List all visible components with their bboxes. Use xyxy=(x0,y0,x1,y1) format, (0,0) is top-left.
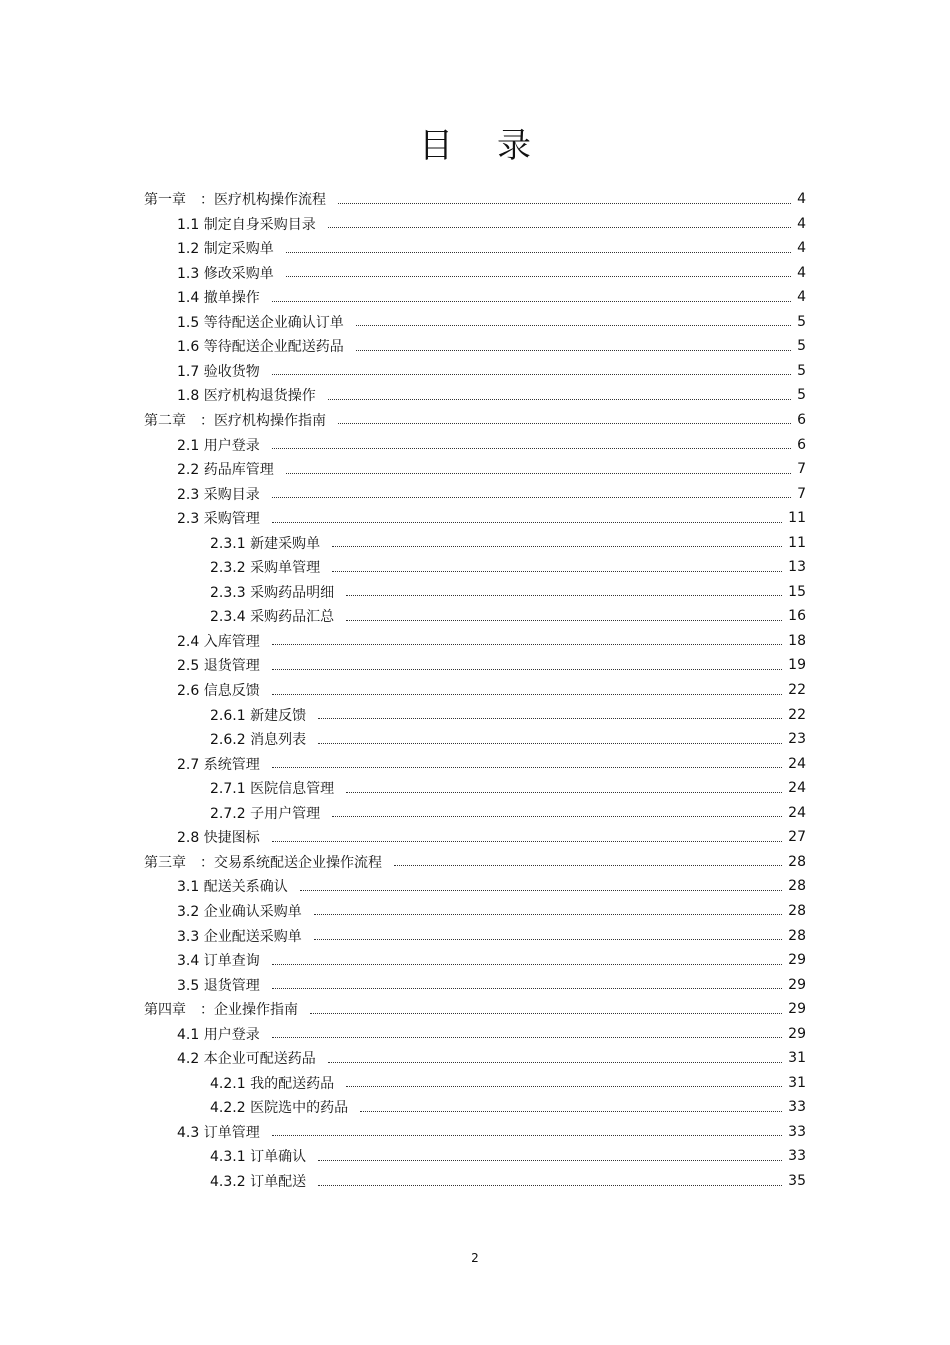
toc-entry-page: 4 xyxy=(797,191,806,207)
toc-entry-label: 2.6 信息反馈 xyxy=(177,683,260,699)
toc-leader-dots xyxy=(332,559,782,572)
toc-entry-label: 第四章 ：企业操作指南 xyxy=(144,1002,298,1019)
toc-entry-label: 1.8 医疗机构退货操作 xyxy=(177,388,316,405)
toc-entry[interactable] xyxy=(177,874,806,898)
toc-entry[interactable] xyxy=(210,776,806,800)
toc-entry-label: 2.7.2 子用户管理 xyxy=(210,805,321,822)
toc-leader-dots xyxy=(272,755,782,768)
toc-leader-dots xyxy=(272,510,782,523)
toc-leader-dots xyxy=(272,657,782,670)
toc-entry-page: 5 xyxy=(797,387,806,404)
toc-entry-page: 7 xyxy=(797,485,806,502)
toc-leader-dots xyxy=(272,436,791,449)
toc-entry-page: 29 xyxy=(788,976,806,993)
toc-leader-dots xyxy=(272,1025,782,1038)
toc-entry[interactable] xyxy=(210,727,806,751)
toc-entry[interactable] xyxy=(210,580,806,604)
toc-leader-dots xyxy=(272,829,782,842)
toc-entry-page: 7 xyxy=(797,461,806,478)
toc-entry[interactable] xyxy=(177,678,806,702)
toc-leader-dots xyxy=(314,902,782,915)
toc-entry-label: 2.4 入库管理 xyxy=(177,633,260,650)
toc-leader-dots xyxy=(272,362,791,375)
toc-entry-page: 33 xyxy=(788,1123,806,1140)
toc-entry-page: 29 xyxy=(788,952,806,969)
toc-entry-page: 13 xyxy=(788,559,806,576)
toc-entry-label: 3.2 企业确认采购单 xyxy=(177,903,302,920)
toc-leader-dots xyxy=(272,1123,782,1136)
toc-entry-label: 4.3 订单管理 xyxy=(177,1124,260,1141)
toc-entry-page: 16 xyxy=(788,608,806,625)
toc-leader-dots xyxy=(332,534,782,547)
toc-leader-dots xyxy=(272,485,791,498)
toc-entry[interactable] xyxy=(177,261,806,285)
toc-entry[interactable] xyxy=(177,383,806,407)
toc-entry-label: 2.3.2 采购单管理 xyxy=(210,560,321,577)
toc-entry[interactable] xyxy=(210,1095,806,1119)
toc-entry-page: 18 xyxy=(788,632,806,649)
toc-entry[interactable] xyxy=(210,801,806,825)
toc-leader-dots xyxy=(346,583,782,596)
toc-leader-dots xyxy=(272,632,782,645)
toc-entry-page: 4 xyxy=(797,215,806,232)
toc-leader-dots xyxy=(332,804,782,817)
toc-entry-page: 15 xyxy=(788,583,806,600)
toc-entry-label: 2.3.4 采购药品汇总 xyxy=(210,609,335,626)
toc-entry-page: 29 xyxy=(788,1001,806,1018)
toc-entry[interactable] xyxy=(177,899,806,923)
toc-entry[interactable] xyxy=(177,948,806,972)
toc-entry-page: 5 xyxy=(797,338,806,355)
page-number: 2 xyxy=(471,1251,479,1265)
toc-entry-page: 4 xyxy=(797,264,806,281)
toc-entry-page: 19 xyxy=(788,657,806,674)
toc-entry[interactable] xyxy=(177,457,806,481)
toc-leader-dots xyxy=(272,976,782,989)
title-char-2: 录 xyxy=(497,126,531,166)
toc-entry-page: 28 xyxy=(788,927,806,944)
toc-leader-dots xyxy=(286,264,791,277)
toc-entry[interactable] xyxy=(210,531,806,555)
toc-entry-page: 5 xyxy=(797,313,806,330)
toc-entry-label: 第二章 ：医疗机构操作指南 xyxy=(144,412,326,429)
toc-leader-dots xyxy=(314,927,782,940)
toc-entry[interactable] xyxy=(177,506,806,530)
toc-leader-dots xyxy=(346,780,782,793)
toc-entry[interactable] xyxy=(177,334,806,358)
toc-entry-page: 22 xyxy=(788,682,806,698)
toc-entry-page: 4 xyxy=(797,240,806,257)
toc-entry[interactable] xyxy=(177,236,806,260)
toc-entry-page: 33 xyxy=(788,1099,806,1116)
toc-entry-page: 22 xyxy=(788,706,806,723)
toc-entry-page: 31 xyxy=(788,1074,806,1091)
toc-entry-page: 31 xyxy=(788,1050,806,1067)
toc-entry-label: 2.8 快捷图标 xyxy=(177,830,260,847)
toc-entry-page: 35 xyxy=(788,1173,806,1189)
toc-entry[interactable] xyxy=(210,1071,806,1095)
toc-entry-label: 2.7.1 医院信息管理 xyxy=(210,781,335,798)
toc-chapter[interactable] xyxy=(144,997,806,1021)
toc-entry[interactable] xyxy=(177,924,806,948)
toc-entry-label: 2.3.1 新建采购单 xyxy=(210,535,321,552)
toc-entry[interactable] xyxy=(210,703,806,727)
toc-leader-dots xyxy=(272,682,782,695)
toc-entry-page: 11 xyxy=(788,510,806,527)
toc-entry-label: 2.1 用户登录 xyxy=(177,437,260,454)
toc-chapter[interactable] xyxy=(144,408,806,432)
toc-entry-label: 1.6 等待配送企业配送药品 xyxy=(177,339,344,356)
toc-entry-label: 2.6.1 新建反馈 xyxy=(210,707,307,724)
toc-entry[interactable] xyxy=(177,1120,806,1144)
toc-entry[interactable] xyxy=(210,1144,806,1168)
toc-leader-dots xyxy=(360,1099,782,1112)
toc-entry-label: 1.3 修改采购单 xyxy=(177,265,274,282)
toc-leader-dots xyxy=(318,1148,782,1161)
toc-entry-page: 11 xyxy=(788,534,806,551)
toc-entry[interactable] xyxy=(177,433,806,457)
toc-entry-label: 4.1 用户登录 xyxy=(177,1026,260,1043)
page-title xyxy=(0,118,950,167)
toc-leader-dots xyxy=(328,215,791,228)
toc-leader-dots xyxy=(318,731,782,744)
toc-entry-label: 4.2.2 医院选中的药品 xyxy=(210,1100,349,1117)
toc-entry-page: 28 xyxy=(788,902,806,919)
toc-entry[interactable] xyxy=(177,629,806,653)
toc-entry[interactable] xyxy=(177,482,806,506)
toc-leader-dots xyxy=(310,1001,782,1014)
toc-entry-label: 2.3.3 采购药品明细 xyxy=(210,584,335,601)
toc-leader-dots xyxy=(346,608,782,621)
toc-entry-label: 第三章 ：交易系统配送企业操作流程 xyxy=(144,854,382,871)
toc-entry-label: 2.7 系统管理 xyxy=(177,756,260,773)
toc-entry-page: 29 xyxy=(788,1025,806,1042)
toc-entry-label: 4.2 本企业可配送药品 xyxy=(177,1051,316,1068)
toc-entry[interactable] xyxy=(177,285,806,309)
toc-entry-label: 1.5 等待配送企业确认订单 xyxy=(177,314,344,331)
toc-entry-page: 28 xyxy=(788,853,806,870)
toc-leader-dots xyxy=(338,191,791,204)
toc-entry-label: 1.4 撤单操作 xyxy=(177,290,260,307)
toc-entry-page: 28 xyxy=(788,878,806,895)
toc-leader-dots xyxy=(338,411,791,424)
toc-entry-label: 1.2 制定采购单 xyxy=(177,241,274,258)
toc-entry[interactable] xyxy=(177,653,806,677)
toc-chapter[interactable] xyxy=(144,850,806,874)
toc-leader-dots xyxy=(272,289,791,302)
toc-entry[interactable] xyxy=(177,825,806,849)
toc-entry-page: 24 xyxy=(788,804,806,821)
toc-entry[interactable] xyxy=(177,752,806,776)
toc-entry-page: 6 xyxy=(797,436,806,453)
toc-leader-dots xyxy=(346,1074,782,1087)
toc-entry-page: 5 xyxy=(797,362,806,379)
toc-entry-label: 2.6.2 消息列表 xyxy=(210,732,307,749)
toc-entry[interactable] xyxy=(177,973,806,997)
toc-entry-label: 1.7 验收货物 xyxy=(177,363,260,380)
toc-leader-dots xyxy=(328,1050,782,1063)
toc-entry[interactable] xyxy=(210,1169,806,1193)
toc-entry[interactable] xyxy=(177,359,806,383)
toc-leader-dots xyxy=(286,461,791,474)
toc-leader-dots xyxy=(318,706,782,719)
toc-entry-label: 3.1 配送关系确认 xyxy=(177,879,288,896)
toc-entry-label: 4.3.1 订单确认 xyxy=(210,1149,307,1166)
toc-entry-label: 2.3 采购目录 xyxy=(177,486,260,503)
toc-entry-label: 3.3 企业配送采购单 xyxy=(177,928,302,945)
toc-entry[interactable] xyxy=(177,1022,806,1046)
title-char-1: 目 xyxy=(419,126,453,166)
toc-entry-page: 24 xyxy=(788,755,806,772)
toc-entry-label: 2.5 退货管理 xyxy=(177,658,260,675)
toc-entry[interactable] xyxy=(177,212,806,236)
toc-leader-dots xyxy=(356,313,791,326)
toc-leader-dots xyxy=(356,338,791,351)
toc-entry-page: 4 xyxy=(797,289,806,306)
toc-leader-dots xyxy=(272,952,782,965)
toc-entry-label: 1.1 制定自身采购目录 xyxy=(177,216,316,233)
toc-entry-label: 第一章 ：医疗机构操作流程 xyxy=(144,192,326,208)
toc-leader-dots xyxy=(318,1173,782,1186)
toc-entry[interactable] xyxy=(177,310,806,334)
toc-entry-page: 33 xyxy=(788,1148,806,1165)
toc-entry-label: 3.4 订单查询 xyxy=(177,953,260,970)
toc-entry-page: 23 xyxy=(788,731,806,748)
toc-entry-page: 24 xyxy=(788,780,806,797)
toc-entry-label: 2.3 采购管理 xyxy=(177,511,260,528)
toc-leader-dots xyxy=(328,387,791,400)
toc-leader-dots xyxy=(394,853,782,866)
toc-entry[interactable] xyxy=(177,1046,806,1070)
toc-leader-dots xyxy=(300,878,782,891)
toc-chapter[interactable] xyxy=(144,187,806,211)
toc-entry-label: 4.3.2 订单配送 xyxy=(210,1174,307,1190)
toc-entry[interactable] xyxy=(210,604,806,628)
toc-entry-label: 2.2 药品库管理 xyxy=(177,462,274,479)
toc-entry-page: 27 xyxy=(788,829,806,846)
toc-leader-dots xyxy=(286,240,791,253)
toc-entry-page: 6 xyxy=(797,411,806,428)
toc-entry-label: 4.2.1 我的配送药品 xyxy=(210,1075,335,1092)
toc-entry-label: 3.5 退货管理 xyxy=(177,977,260,994)
toc-entry[interactable] xyxy=(210,555,806,579)
